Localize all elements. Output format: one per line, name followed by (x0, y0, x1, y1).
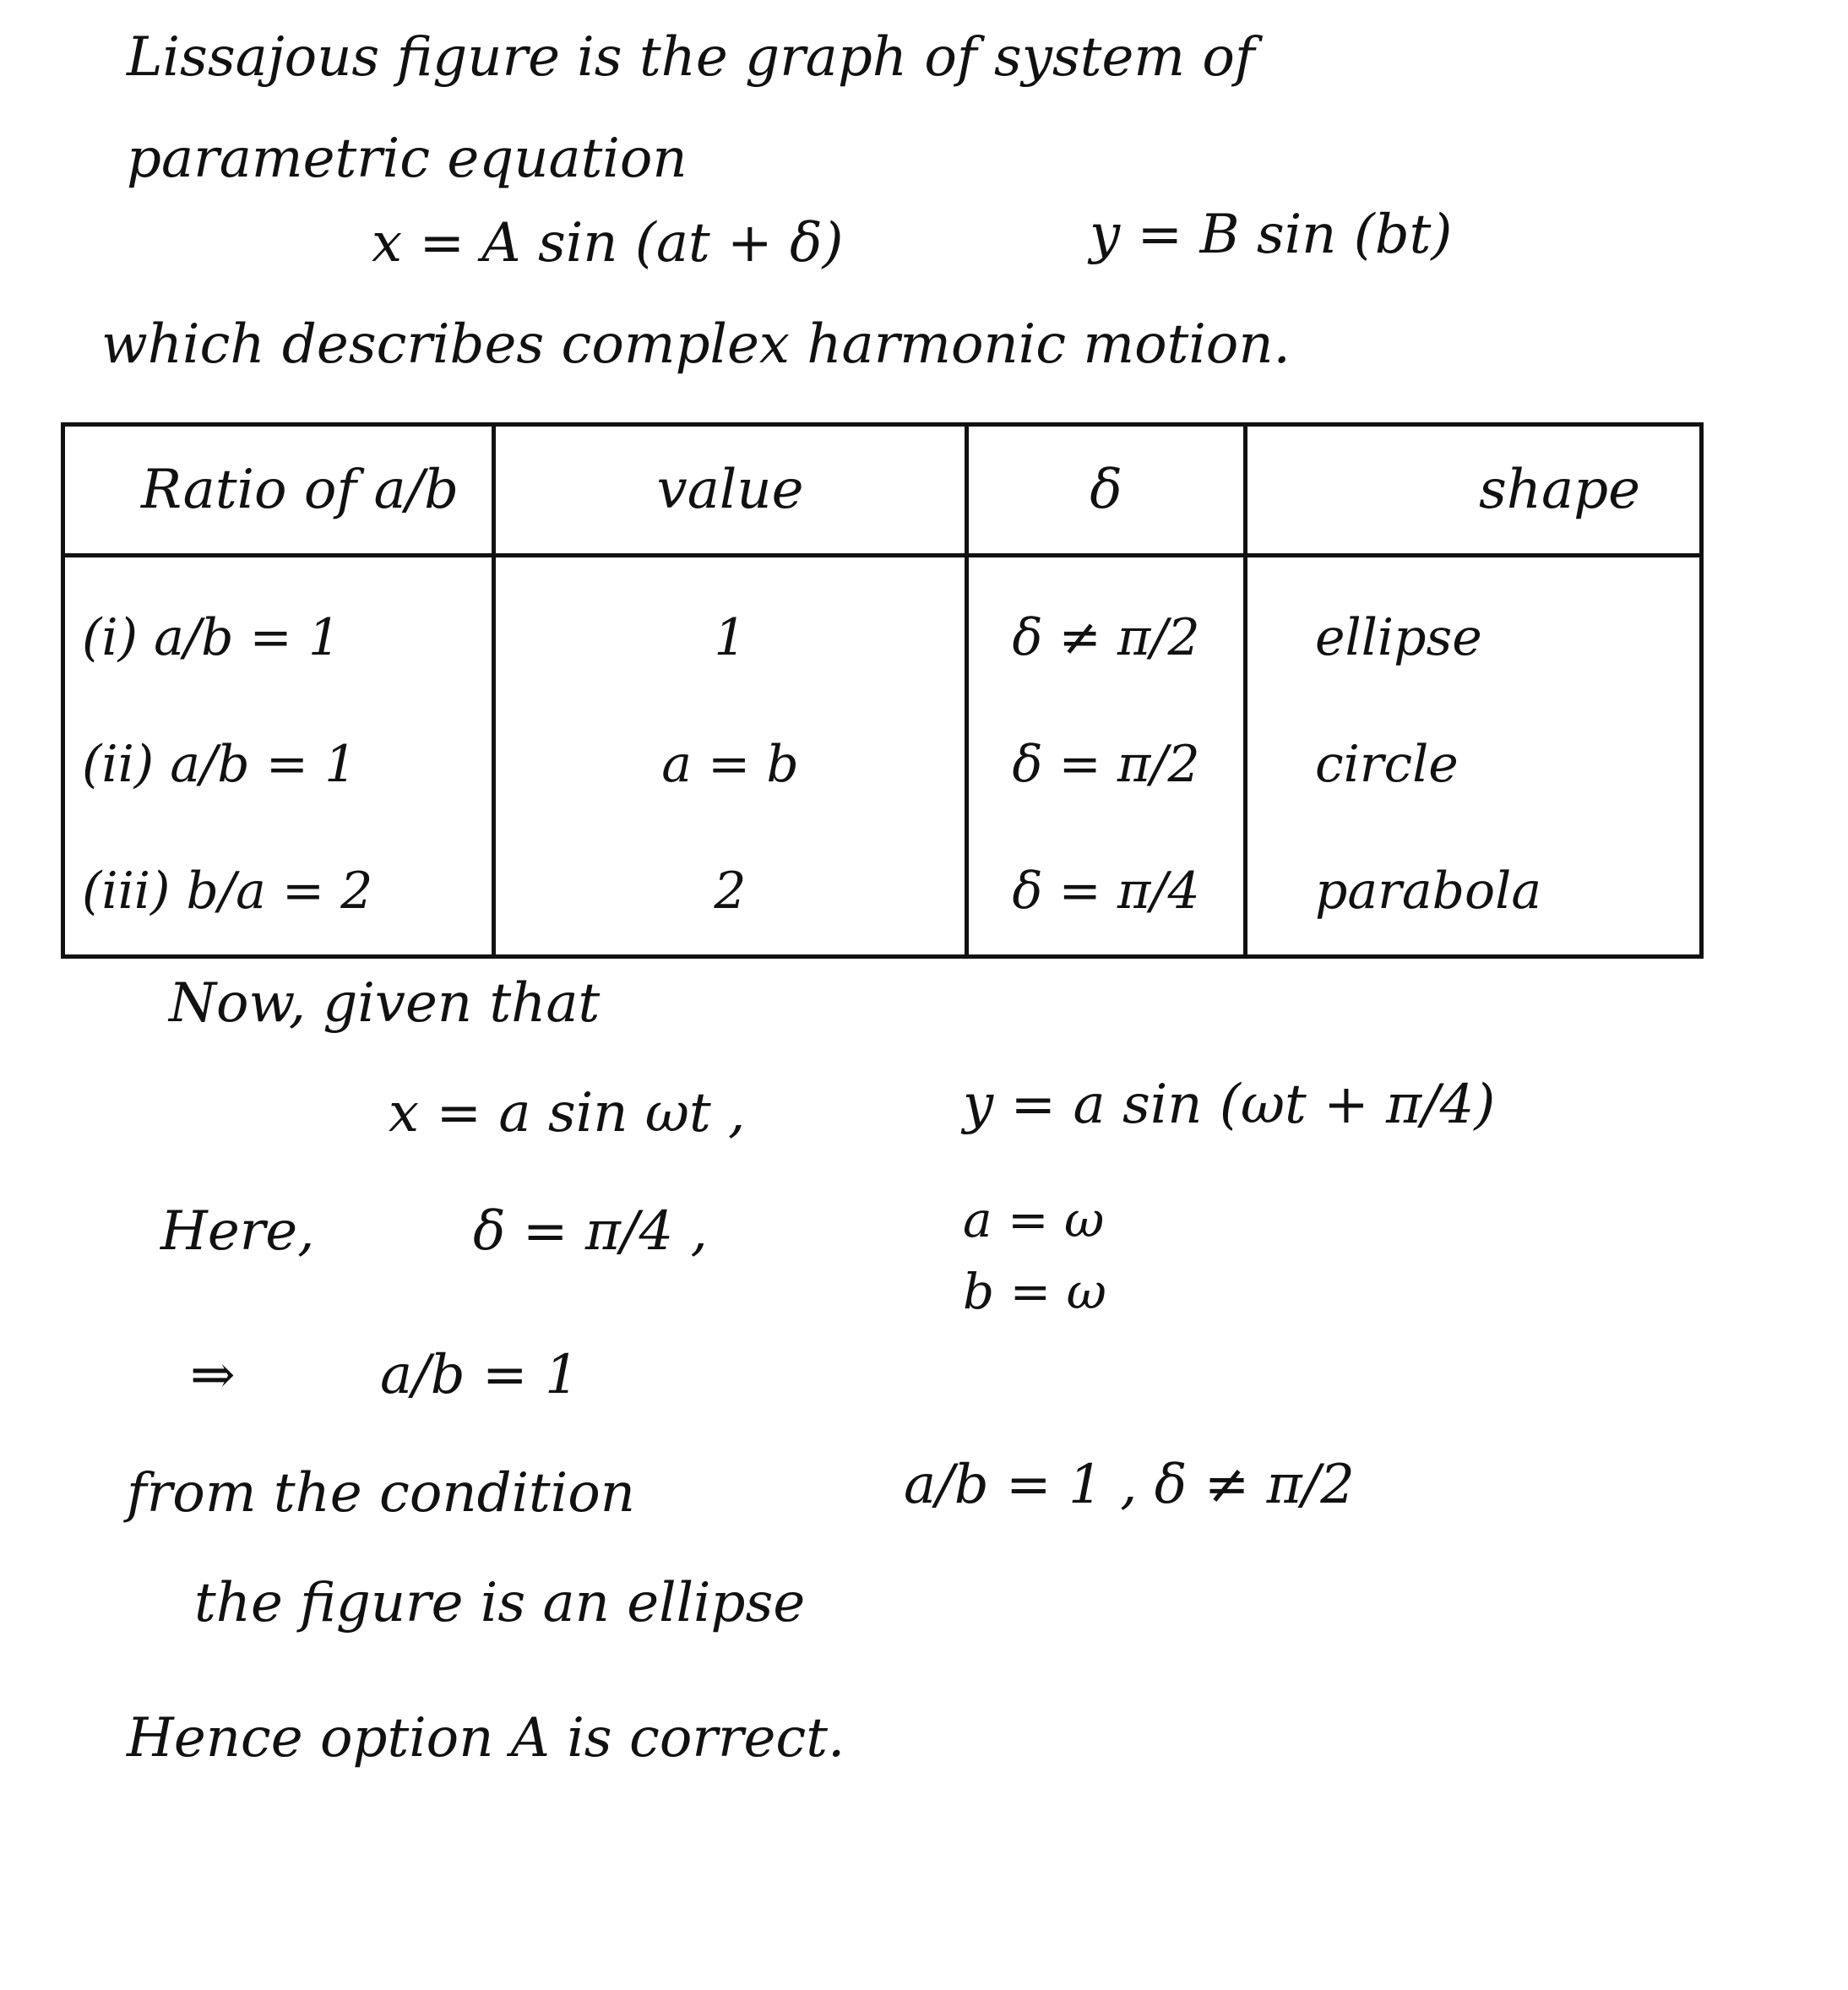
cell-value: 1 (494, 556, 967, 702)
cell-delta: δ = π/2 (967, 701, 1246, 828)
lissajous-table (61, 422, 1704, 959)
intro-line-1: Lissajous figure is the graph of system of (127, 26, 1255, 89)
parametric-equation-y: y = B sin (bt) (1090, 204, 1453, 266)
table-row (63, 556, 1702, 702)
cell-ratio: (iii) b/a = 2 (63, 828, 494, 957)
table-header-row (63, 425, 1702, 556)
header-ratio: Ratio of a/b (63, 425, 494, 556)
table-row (63, 701, 1702, 828)
cell-delta: δ ≠ π/2 (967, 556, 1246, 702)
b-value: b = ω (963, 1263, 1106, 1320)
header-delta: δ (967, 425, 1246, 556)
delta-value: δ = π/4 , (473, 1200, 708, 1263)
cell-shape: ellipse (1246, 556, 1702, 702)
table-row (63, 828, 1702, 957)
header-value: value (494, 425, 967, 556)
implies-arrow: ⇒ (190, 1344, 236, 1406)
conclusion: Hence option A is correct. (127, 1707, 845, 1770)
intro-line-2: parametric equation (127, 128, 688, 190)
a-value: a = ω (963, 1191, 1105, 1248)
intro-line-3: which describes complex harmonic motion. (101, 313, 1291, 376)
cell-ratio: (i) a/b = 1 (63, 556, 494, 702)
cell-ratio: (ii) a/b = 1 (63, 701, 494, 828)
given-equation-x: x = a sin ωt , (389, 1082, 746, 1145)
ratio-result: a/b = 1 (380, 1344, 579, 1406)
cell-delta: δ = π/4 (967, 828, 1246, 957)
cell-shape: parabola (1246, 828, 1702, 957)
here-label: Here, (160, 1200, 315, 1263)
cell-value: 2 (494, 828, 967, 957)
figure-statement: the figure is an ellipse (194, 1572, 806, 1634)
condition-text: from the condition (127, 1462, 635, 1525)
given-intro: Now, given that (169, 972, 601, 1035)
cell-value: a = b (494, 701, 967, 828)
parametric-equation-x: x = A sin (at + δ) (372, 212, 844, 275)
condition-equation: a/b = 1 , δ ≠ π/2 (904, 1454, 1355, 1516)
header-shape: shape (1246, 425, 1702, 556)
cell-shape: circle (1246, 701, 1702, 828)
given-equation-y: y = a sin (ωt + π/4) (963, 1074, 1496, 1136)
